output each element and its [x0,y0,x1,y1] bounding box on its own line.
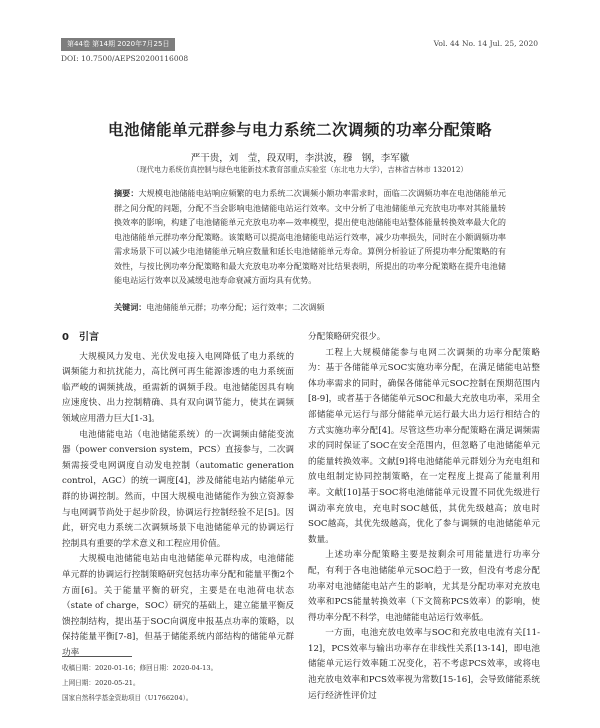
received-date: 收稿日期：2020-01-16；修回日期：2020-04-13。 [62,664,218,672]
paragraph: 电池储能电站（电池储能系统）的一次调频由储能变流器（power conversion system，PCS）直接参与，二次调频需接受电网调度自动发电控制（automatic generation control，AGC）的统一调度[4]，涉及储能电站内储能单元群的协调控制。然而，中国大规模电池储能作为独立资源参与电网调节尚处于起步阶段，协调运行控制经验不足[5]。因此，研究电力系统二次调频场景下电池储能单元的协调运行控制具有重要的学术意义和工程应用价值。 [62,429,294,549]
keywords-label: 关键词： [114,302,147,312]
left-column [62,330,294,661]
keywords [114,302,506,313]
abstract [114,186,506,288]
paragraph: 上述功率分配策略主要是按剩余可用能量进行功率分配，有利于各电池储能单元SOC趋于一致，但没有考虑分配功率对电池储能电站产生的影响，尤其是分配功率对充放电效率和PCS能量转换效率（下文简称PCS效率）的影响，使得功率分配不科学，电池储能电站运行效率低。 [308,550,540,623]
paragraph: 工程上大规模储能参与电网二次调频的功率分配策略为：基于各储能单元SOC实施功率分配，在满足储能电站整体功率需求的同时，确保各储能单元SOC控制在预期范围内[8-9]，或者基于各储能单元SOC和最大充放电功率，采用全部储能单元运行与部分储能单元运行最大出力运行相结合的方式实施功率分配[4]。尽管这些功率分配策略在满足调频需求的同时保证了SOC在安全范围内，但忽略了电池储能单元的能量转换效率。文献[9]将电池储能单元群划分为充电组和放电组制定协同控制策略，在一定程度上提高了能量利用率。文献[10]基于SOC将电池储能单元设置不同优先级进行调动率充放电，充电时SOC越低，其优先级越高；放电时SOC越高，其优先级越高，优化了参与调频的电池储能单元数量。 [308,347,540,545]
section-heading: 0 引言 [62,332,99,343]
paper-title: 电池储能单元群参与电力系统二次调频的功率分配策略 [107,121,492,139]
online-date: 上网日期：2020-05-21。 [62,679,140,687]
volume-info: Vol. 44 No. 14 Jul. 25, 2020 [433,39,538,48]
affiliation: （现代电力系统仿真控制与绿色电能新技术教育部重点实验室（东北电力大学），吉林省吉林市 132012） [132,165,468,174]
authors: 严干贵，刘 莹，段双明，李洪波，穆 钢，李军徽 [190,153,410,164]
footnote [62,661,217,706]
doi[interactable]: DOI: 10.7500/AEPS20200116008 [61,54,189,63]
abstract-text: 大规模电池储能电站响应频繁的电力系统二次调频小额功率需求时，面临二次调频功率在电池储能单元群之间分配的问题，分配不当会影响电池储能电站运行效率。文中分析了电池储能单元充放电功率对其能量转换效率的影响，构建了电池储能单元充放电功率—效率模型，提出使电池储能电站整体能量转换效率最大化的电池储能单元群功率分配策略。该策略可以提高电池储能电站运行效率，减少功率损失，同时在小额调频功率需求场景下可以减少电池储能单元响应数量和延长电池储能单元寿命。算例分析验证了所提功率分配策略的有效性，与按比例功率分配策略和最大充放电功率分配策略对比结果表明，所提出的功率分配策略在提升电池储能电站运行效率以及减缓电池寿命衰减方面均具有优势。 [114,188,506,285]
paragraph: 大规模电池储能电站由电池储能单元群构成，电池储能单元群的协调运行控制策略研究包括功率分配和能量平衡2个方面[6]。关于能量平衡的研究，主要是在电池荷电状态（state of charge，SOC）研究的基础上，建立能量平衡反馈控制结构，提出基于SOC向调度申报基点功率的策略，以保持能量平衡[7-8]，但基于储能系统内部结构的储能单元群功率 [62,554,294,658]
paragraph: 大规模风力发电、光伏发电接入电网降低了电力系统的调频能力和抗扰能力，高比例可再生能源渗透的电力系统面临严峻的调频挑战，亟需新的调频手段。电池储能因具有响应速度快、出力控制精确、具有双向调节能力，使其在调频领域应用潜力巨大[1-3]。 [62,351,294,424]
paragraph: 分配策略研究很少。 [308,332,386,342]
right-column [308,330,540,704]
paragraph: 一方面，电池充放电效率与SOC和充放电电流有关[11-12]，PCS效率与输出功率存在非线性关系[13-14]，即电池储能单元运行效率随工况变化，若不考虑PCS效率，或将电池充放电效率和PCS效率视为常数[15-16]，会导致储能系统运行经济性评价过 [308,628,540,701]
abstract-label: 摘要： [114,188,139,198]
keywords-text: 电池储能单元群；功率分配；运行效率；二次调频 [146,302,325,312]
footnote-divider [62,656,132,657]
issue-badge: 第44卷 第14期 2020年7月25日 [61,38,175,51]
fund-info: 国家自然科学基金资助项目（U1766204）。 [62,694,193,702]
